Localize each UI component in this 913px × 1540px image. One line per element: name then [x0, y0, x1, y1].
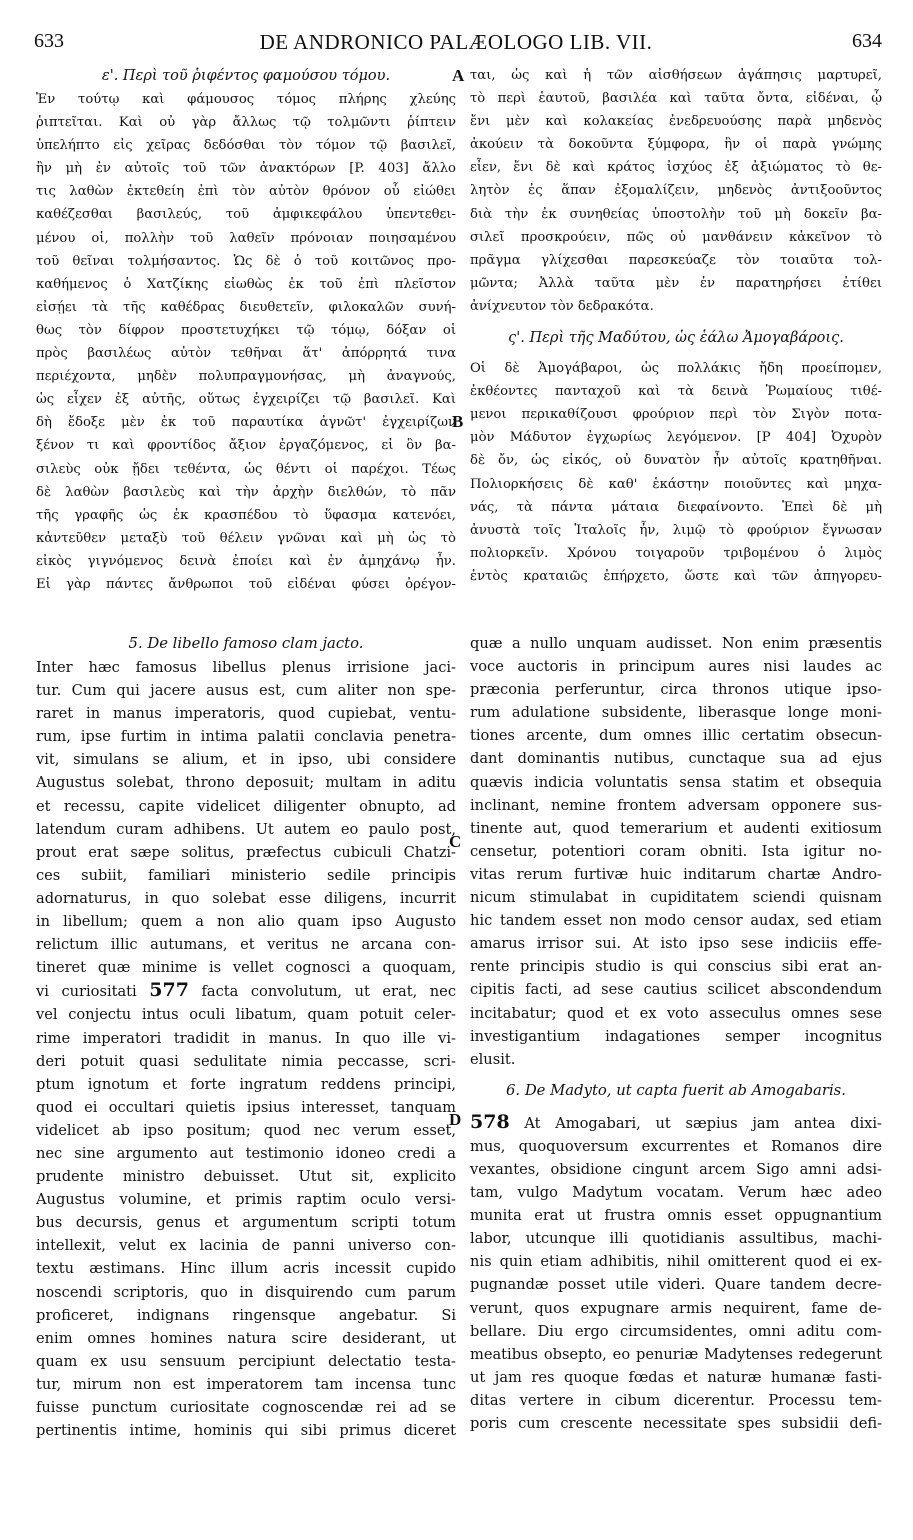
text-line: proficeret, indignans ringensque angebatur. Si [36, 1306, 456, 1324]
text-line: videlicet ab ipso positum; quod nec verum esset, [36, 1121, 456, 1139]
text-line: raret in manus imperatoris, quod cupiebat, ventu- [36, 705, 456, 723]
text-line: μῶντα; Ἀλλὰ ταῦτα μὲν ἐν παρατηρήσει ἐτίθει [470, 275, 882, 291]
text-line: vit, simulans se alium, et in ipso, ubi considere [36, 751, 456, 769]
text-line: ἐκθέοντες πανταχοῦ καὶ τὰ δεινὰ Ῥωμαίους τιθέ- [470, 384, 882, 400]
text-line: εἶεν, ἔνι δὲ καὶ κράτος ἰσχύος ἐξ ἀξιώματος τὸ θε- [470, 160, 882, 176]
text-line: Augustus volumine, et primis raptim oculo versi- [36, 1191, 456, 1209]
text-line: voce auctoris in principum aures nisi laudes ac [470, 658, 882, 676]
text-line: poris cum crescente necessitate spes subsidii defi- [470, 1415, 882, 1432]
text-line: vexantes, obsidione cingunt arcem Sigo amni adsi- [470, 1160, 882, 1178]
text-line: tiones arcente, dum omnes illic certatim obsecun- [470, 727, 882, 745]
left-page-number: 633 [34, 30, 64, 52]
text-line: textu æstimans. Hinc illum acris incessit cupido [36, 1260, 456, 1278]
text-line: νάς, τὰ πάντα μάταια διεφαίνοντο. Ἐπεὶ δὲ μὴ [470, 499, 882, 515]
text-line: μένου οἱ, πολλὴν τοῦ λαθεῖν πρόνοιαν ποιησαμένου [36, 230, 456, 246]
text-line: pugnandæ posset utile videri. Quare tandem decre- [470, 1276, 882, 1294]
text-line: rum, ipse furtim in intima palatii conclavia penetra- [36, 728, 456, 746]
text-line: latendum curam adhibens. Ut autem eo paulo post, [36, 820, 456, 838]
greek-section-heading-5: ε'. Περὶ τοῦ ῥιφέντος φαμούσου τόμου. [101, 68, 391, 84]
latin-column-right [470, 632, 882, 1435]
text-line: pertinentis intime, hominis qui sibi primus diceret [36, 1422, 456, 1440]
text-line: ἔνι μὲν καὶ κολακείας ἐνεδρευούσης παρὰ μηδενὸς [470, 114, 882, 130]
text-line: quod ei occultari quietis ipsius interesset, tanquam [36, 1098, 456, 1116]
text-line: intellexit, velut ex lacinia de panni universo con- [36, 1237, 456, 1255]
text-line: ἀκούειν τὰ δοκοῦντα ξύμφορα, ἣν οἱ παρὰ γνώμης [470, 137, 882, 153]
latin-section-heading-5: 5. De libello famoso clam jacto. [128, 635, 364, 652]
text-line: tur, mirum non est imperatorem tam incensa tunc [36, 1375, 456, 1393]
text-line: ῥιπτεῖται. Καὶ οὐ γὰρ ἄλλως τῷ τολμῶντι ῥίπτειν [36, 115, 456, 131]
text-line: rime imperatori tradidit in manus. In quo ille vi- [36, 1029, 456, 1047]
text-line: σιλεῖ προσκρούειν, πῶς οὐ μανθάνειν κἀκεῖνον τὸ [470, 229, 882, 245]
text-line: hic tandem esset non modo censor audax, sed etiam [470, 912, 882, 930]
text-line: tam, vulgo Madytum vocatam. Verum hæc adeo [470, 1184, 882, 1202]
text-line: vi curiositati 577 facta convolutum, ut erat, nec [36, 979, 456, 1002]
text-line: elusit. [470, 1050, 516, 1068]
running-header [30, 30, 882, 62]
text-line: in libellum; quem a non alio quam ipso Augusto [36, 913, 456, 931]
text-line: Πολιορκήσεις δὲ καθ' ἑκάστην ποιοῦντες καὶ μηχα- [470, 476, 882, 492]
text-line: Inter hæc famosus libellus plenus irrisione jaci- [36, 659, 456, 676]
text-line: καθήμενος ὁ Χατζίκης εἰωθὼς ἐκ τοῦ ἐπὶ πλεῖστον [36, 276, 456, 292]
text-line: δὴ ἔδοξε μὲν ἐκ τοῦ παραυτίκα ἀγνῶτ' ἐγχειρίζων [36, 415, 456, 431]
text-line: πολιορκεῖν. Χρόνου τοιγαροῦν τριβομένου ὁ λιμὸς [470, 545, 882, 561]
text-line: διὰ τὴν ἐκ συνηθείας ὑποστολὴν τοῦ μὴ δοκεῖν βα- [470, 206, 882, 222]
text-line: εἰκὸς γιγνόμενος δεινὰ ἐποίει καὶ ἐν ἀμηχάνῳ ἦν. [36, 553, 456, 569]
text-line: εἰσῄει τὰ τῆς καθέδρας διευθετεῖν, φιλοκαλῶν συνή- [36, 299, 456, 315]
text-line: Εἰ γὰρ πάντες ἄνθρωποι τοῦ εἰδέναι φύσει ὀρέγον- [36, 576, 456, 592]
text-line: ditas vertere in cibum dicerentur. Processu tem- [470, 1391, 882, 1409]
text-line: ἐντὸς κραταιῶς ἐπήρχετο, ὥστε καὶ τῶν ἀπηγορευ- [470, 568, 882, 584]
text-line: tineret quæ minime is vellet cognosci a quoquam, [36, 959, 456, 977]
right-page-number: 634 [852, 30, 882, 52]
text-line: incitabatur; quod et ex voto asseculus omnes sese [470, 1004, 882, 1022]
text-line: noscendi scriptoris, quo in disquirendo cum parum [36, 1283, 456, 1301]
text-line: vitas rerum furtivæ huic inditarum chartæ Andro- [470, 865, 882, 883]
text-line: enim omnes homines natura scire desiderant, ut [36, 1329, 456, 1347]
text-line: prudente ministro debuisset. Utut sit, explicito [36, 1168, 456, 1186]
text-line: καθέζεσθαι βασιλεύς, τοῦ ἀμφικεφάλου ὑπεντεθει- [36, 207, 456, 223]
text-line: quæ a nullo unquam audisset. Non enim præsentis [470, 635, 882, 652]
text-line: τοῦ θεῖναι τολμήσαντος. Ὡς δὲ ὁ τοῦ κοιτῶνος προ- [36, 253, 456, 269]
text-line: bus decursis, genus et argumentum scripti totum [36, 1214, 456, 1232]
folio-number: 577 [149, 979, 189, 1002]
text-line: inclinant, nemine frontem adversam opponere sus- [470, 796, 882, 814]
greek-column-right [470, 64, 882, 588]
text-line: rum adulatione subsidente, liberasque longe moni- [470, 704, 882, 722]
text-line: fuisse punctum curiositate cognoscendæ rei ad se [36, 1399, 456, 1416]
text-line: σιλεὺς οὐκ ᾔδει τεθέντα, ὡς θέντι οἱ παρέχοι. Τέως [36, 461, 456, 477]
text-line: nis quin etiam adhibitis, nihil omitterent quod ei ex- [470, 1253, 882, 1271]
text-line: δὲ ὄν, ὡς εἰκός, οὐ δυνατὸν ἦν αὐτοῖς κρατηθῆναι. [470, 453, 882, 469]
text-line: verunt, quos expugnare armis nequirent, fame de- [470, 1299, 882, 1317]
text-line: τις λαθὼν ἐκτεθείη ἐπὶ τὸν αὐτὸν θρόνον οὗ εἰώθει [36, 184, 456, 200]
text-line: θως τὸν δίφρον προστετυχήκει τῷ τόμῳ, δόξαν οἱ [36, 322, 456, 338]
text-line: Ἐν τούτῳ καὶ φάμουσος τόμος πλήρης χλεύης [36, 92, 456, 107]
text-line: rente principis studio is qui conscius sibi erat an- [470, 958, 882, 976]
margin-letter-d: D [449, 1110, 462, 1129]
text-line: vel conjectu intus oculi libatum, quam potuit celer- [36, 1006, 456, 1024]
text-line: censetur, potentiori coram obniti. Ista igitur no- [470, 842, 882, 860]
text-line: mus, quoquoversum excurrentes et Romanos dire [470, 1137, 882, 1155]
text-line: πρὸς βασιλέως αὐτὸν τεθῆναι ἅτ' ἀπόρρητά τινα [36, 346, 456, 362]
text-line: ut jam res quoque fœdas et naturæ humanæ fasti- [470, 1368, 882, 1386]
text-line: πρᾶγμα γλίχεσθαι παρεσκεύαζε τὸν τοιαῦτα τολ- [470, 252, 882, 268]
text-line: κἀντεῦθεν μεταξὺ τοῦ θέλειν γνῶναι καὶ μὴ ὡς τὸ [36, 530, 456, 546]
text-line: dant dominantis nutibus, cunctaque sua ad ejus [470, 750, 882, 768]
text-line: prout erat sæpe solitus, præfectus cubiculi Chatzi- [36, 843, 456, 861]
text-line: ἀνίχνευτον τὸν δεδρακότα. [470, 298, 654, 314]
text-line: Augustus solebat, throno deposuit; multam in aditu [36, 774, 456, 792]
text-line: quævis indicia voluntatis sensa statim et obsequia [470, 773, 882, 791]
margin-letter-a: A [452, 66, 465, 85]
text-line: tur. Cum qui jacere ausus est, cum aliter non spe- [36, 682, 456, 700]
greek-column-left [36, 64, 456, 596]
text-line: λητὸν ἐς ἅπαν ἐξομαλίζειν, μηδενὸς ἀντιξοοῦντος [470, 183, 882, 199]
text-line: et recessu, capite videlicet diligenter obnupto, ad [36, 797, 456, 815]
text-line: relictum illic autumans, et veritus ne arcana con- [36, 936, 456, 954]
text-line: ἀνυστὰ τοῖς Ἰταλοῖς ἦν, λιμῷ τὸ φρούριον ἔγνωσαν [470, 522, 882, 538]
text-line: labor, utcunque illi quotidianis assultibus, machi- [470, 1230, 882, 1248]
text-line: investigantium indagationes semper incognitus [470, 1027, 882, 1045]
text-line: præconia perferuntur, circa thronos utique ipso- [470, 681, 882, 699]
text-line: quam ex usu sensuum percipiunt delectatio testa- [36, 1352, 456, 1370]
text-line: ἢν μὴ ἐν αὐτοῖς τοῦ τῶν ἀνακτόρων [P. 403] ἄλλο [36, 161, 456, 177]
text-line: ὑπελήπτο εἰς χεῖρας δεδόσθαι τὸν τόμον τῷ βασιλεῖ, [36, 138, 456, 154]
text-line: meatibus obsepto, eo penuriæ Madytenses redegerunt [470, 1345, 882, 1363]
text-line: adornaturus, in quo solebat esse diligens, incurrit [36, 889, 456, 907]
text-line: δὲ λαθὼν βασιλεὺς καὶ τὴν ἀρχὴν διελθών, τὸ πᾶν [36, 484, 456, 500]
text-line: bellare. Diu ergo circumsidentes, omni aditu com- [470, 1322, 882, 1340]
text-line: amarus irrisor sui. At isto ipso sese indiciis effe- [470, 935, 882, 953]
text-line: ces subiit, familiari ministerio sedile principis [36, 866, 456, 884]
greek-section-heading-6: ς'. Περὶ τῆς Μαδύτου, ὡς ἑάλω Ἀμογαβάροις. [508, 330, 844, 347]
text-line: ται, ὡς καὶ ἡ τῶν αἰσθήσεων ἀγάπησις μαρτυρεῖ, [470, 68, 882, 83]
text-line: 578 At Amogabari, ut sæpius jam antea dixi- [470, 1110, 882, 1133]
text-line: nicum stimulabat in cupiditatem sciendi quisnam [470, 889, 882, 907]
text-line: nec sine argumento aut testimonio idoneo credi a [36, 1144, 456, 1162]
text-line: cipitis facti, ad sese cautius scilicet abscondendum [470, 981, 882, 999]
margin-letter-c: C [449, 832, 462, 851]
text-line: munita erat ut frustra omnis esset oppugnantium [470, 1207, 882, 1225]
latin-column-left [36, 632, 456, 1442]
folio-number: 578 [470, 1110, 510, 1133]
text-line: tinente aut, quod temerarium et audenti exitiosum [470, 819, 882, 837]
text-line: μενοι περικαθίζουσι φρούριον περὶ τὸν Σιγὸν ποτα- [470, 407, 882, 423]
latin-section-heading-6: 6. De Madyto, ut capta fuerit ab Amogabaris. [506, 1081, 846, 1099]
text-line: ptum ignotum et forte ingratum reddens principi, [36, 1075, 456, 1093]
text-line: Οἱ δὲ Ἀμογάβαροι, ὡς πολλάκις ἤδη προείπομεν, [470, 361, 882, 377]
text-line: τῆς γραφῆς ὡς ἐκ κρασπέδου τὸ ὕφασμα κατενόει, [36, 507, 456, 523]
text-line: ὡς εἶχεν ἐξ αὐτῆς, οὕτως ἐγχειρίζει τῷ βασιλεῖ. Καὶ [36, 392, 456, 408]
text-line: μὸν Μάδυτον ἐγχωρίως λεγόμενον. [P 404] Ὀχυρὸν [470, 430, 882, 446]
margin-letter-b: B [452, 412, 464, 431]
text-line: περιέχοντα, μηδὲν πολυπραγμονήσας, μὴ ἀναγνούς, [36, 369, 456, 385]
text-line: τὸ περὶ ἑαυτοῦ, βασιλέα καὶ ταῦτα ὄντα, εἰδέναι, ᾧ [470, 91, 882, 107]
text-line: ξένον τι καὶ φροντίδος ἄξιον ἐργαζόμενος, εἰ ὃν βα- [36, 438, 456, 454]
running-title: DE ANDRONICO PALÆOLOGO LIB. VII. [259, 30, 653, 54]
text-line: deri potuit quasi sedulitate nimia peccasse, scri- [36, 1052, 456, 1070]
